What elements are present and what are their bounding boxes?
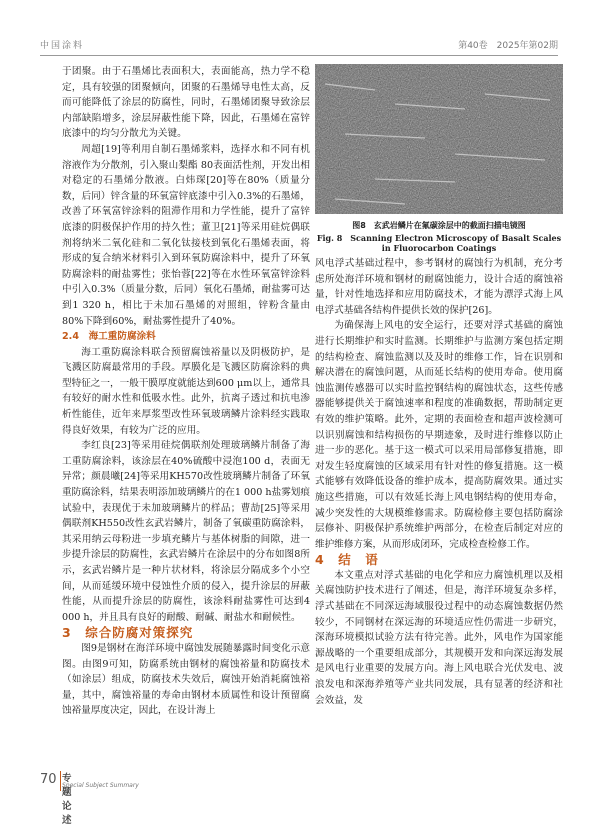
- left-column: [62, 64, 310, 719]
- right-column: [315, 256, 563, 708]
- paragraph: 为确保海上风电的安全运行，还要对浮式基础的腐蚀进行长期维护和实时监测。长期维护与监测方案包括定期的结构检查、腐蚀监测以及及时的维修工作，旨在识别和解决潜在的腐蚀问题，从而延长结构的使用寿命。使用腐蚀监测传感器可以实时监控钢结构的腐蚀状态，这些传感器能够提供关于腐蚀速率和程度的准确数据，帮助制定更有效的维护策略。此外，定期的表面检查和超声波检测可以识别腐蚀和结构损伤的早期迹象，及时进行维修以防止进一步的恶化。基于这一模式可以采用局部修复措施，即对发生轻度腐蚀的区域采用有针对性的修复措施。这一模式能够有效降低设备的维护成本，提高防腐效果。通过实施这些措施，可以有效延长海上风电钢结构的使用寿命，减少突发性的大规模维修需求。防腐检修主要包括防腐涂层修补、阴极保护系统维护两部分，在检查后制定对应的维护维修方案，从而形成闭环，完成检查检修工作。: [315, 320, 563, 550]
- section-heading: 4 结 语: [315, 552, 379, 568]
- paragraph: 于团聚。由于石墨烯比表面积大，表面能高，热力学不稳定，具有较强的团聚倾向，团聚的石墨烯导电性太高，反而可能降低了涂层的防腐性，同时，石墨烯团聚导致涂层内部缺陷增多，涂层屏蔽性能下降，因此，石墨烯在富锌底漆中的均匀分散尤为关键。: [62, 66, 310, 140]
- header-rule: [40, 55, 558, 56]
- running-header: [40, 38, 558, 52]
- paragraph: 海工重防腐涂料联合预留腐蚀裕量以及阴极防护，是飞溅区防腐最常用的手段。厚膜化是飞溅区防腐涂料的典型特征之一，一般干膜厚度就能达到600 μm以上，通常具有较好的耐水性和低吸水性。此外，抗离子透过和抗电渗析性能佳，近年来厚浆型改性环氧玻璃鳞片涂料经实践取得良好效果，有较为广泛的应用。: [62, 346, 310, 436]
- column-label: 专题论述: [62, 773, 72, 826]
- paragraph: 李红良[23]等采用硅烷偶联剂处理玻璃鳞片制备了海工重防腐涂料，该涂层在40%硫酸中浸泡100 d，表面无异常；颜晨曦[24]等采用KH570改性玻璃鳞片制备了环氧重防腐涂料，结果表明添加玻璃鳞片的在1 000 h盐雾划痕试验中，表现优于未加玻璃鳞片的样品；曹劼[25]等采用偶联剂KH550改性玄武岩鳞片，制备了氧碳重防腐涂料，其采用纳云母粉进一步填充鳞片与基体树脂的间隙，进一步提升涂层的防腐性，玄武岩鳞片在涂层中的分布如图8所示，玄武岩鳞片是一种片状材料，将涂层分隔成多个小空间，从而延缓环境中侵蚀性介质的侵入，提升涂层的屏蔽性能，从而提升涂层的防腐性，该涂料耐盐雾性可达到4 000 h，并且具有良好的耐酸、耐碱、耐盐水和耐候性。: [62, 440, 310, 623]
- issue-info: 第40卷 2025年第02期: [458, 41, 558, 51]
- paragraph: 周超[19]等利用自制石墨烯浆料，选择水和不同有机溶液作为分散剂，引入聚山梨酯 80表面活性剂，开发出相对稳定的石墨烯分散液。白炜琛[20]等在80%（质量分数，后同）锌含量的环氧富锌底漆中引入0.3%的石墨烯，改善了环氧富锌涂料的阻滞作用和力学性能，提升了富锌底漆的阴极保护作用的持久性；董卫[21]等采用硅烷偶联剂将纳米二氧化硅和二氧化钛接枝到氧化石墨烯表面，将形成的复合纳米材料引入到环氧防腐涂料中，提升了环氧防腐涂料的耐盐雾性；张怡蓉[22]等在水性环氧富锌涂料中引入0.3%（质量分数，后同）氧化石墨烯，耐盐雾可达到1 320 h，相比于未加石墨烯的对照组，锌粉含量由80%下降到60%，耐盐雾性提升了40%。: [62, 143, 310, 327]
- paragraph: 风电浮式基础过程中，参考钢材的腐蚀行为机制，充分考虑所处海洋环境和钢材的耐腐蚀能力，设计合适的腐蚀裕量，针对性地选择和应用防腐技术，才能为漂浮式海上风电浮式基础各结构件提供长效的保护[26]。: [315, 258, 563, 316]
- paragraph: 图9是钢材在海洋环境中腐蚀发展随暴露时间变化示意图。由图9可知，防腐系统由钢材的腐蚀裕量和防腐技术（如涂层）组成，防腐技术失效后，腐蚀开始消耗腐蚀裕量，其中，腐蚀裕量的寿命由钢材本质属性和设计预留腐蚀裕量厚度决定，因此，在设计海上: [62, 642, 310, 717]
- figure-caption-zh: 图8 玄武岩鳞片在氟碳涂层中的截面扫描电镜图: [352, 221, 526, 230]
- footer-divider: [60, 771, 61, 791]
- paragraph: 本文重点对浮式基础的电化学和应力腐蚀机理以及相关腐蚀防护技术进行了阐述，但是，海洋环境复杂多样，浮式基础在不同深远海域服役过程中的动态腐蚀数据仍然较少，不同钢材在深远海的环境适应性仍需进一步研究，深海环境模拟试验方法有待完善。此外，风电作为国家能源战略的一个重要组成部分，其规模开发和向深远海发展是风电行业重要的发展方向。海上风电联合光伏发电、波浪发电和深海养殖等产业共同发展，具有显著的经济和社会效益，发: [315, 569, 563, 706]
- sem-micrograph: [315, 64, 563, 214]
- figure-caption-en: Fig. 8 Scanning Electron Microscopy of Basalt Scales in Fluorocarbon Coatings: [316, 233, 562, 253]
- subsection-heading: 2.4 海工重防腐涂料: [62, 331, 156, 343]
- section-heading: 3 综合防腐对策探究: [62, 625, 194, 641]
- page-number: 70: [40, 772, 57, 787]
- column-label-en: Special Subject Summary: [62, 782, 139, 789]
- figure-8: [315, 64, 563, 253]
- journal-name: 中国涂料: [40, 41, 85, 51]
